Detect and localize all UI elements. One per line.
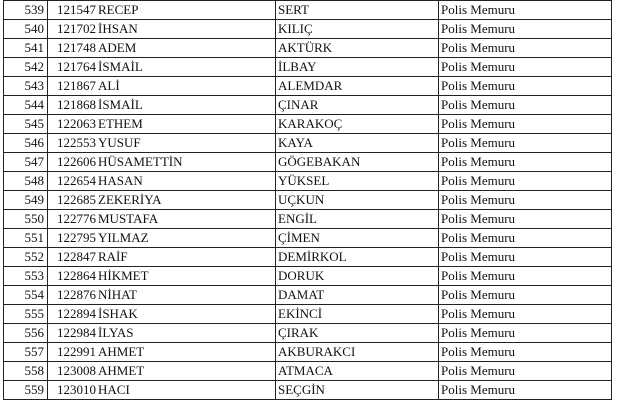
first-name-cell: İSHAK <box>97 305 276 324</box>
table-row <box>4 324 612 343</box>
table-row <box>4 286 612 305</box>
row-number-cell: 542 <box>4 58 48 77</box>
row-number-cell: 548 <box>4 172 48 191</box>
title-cell: Polis Memuru <box>439 172 612 191</box>
row-number-cell: 549 <box>4 191 48 210</box>
table-row <box>4 115 612 134</box>
registry-number-cell: 122864 <box>48 267 98 286</box>
last-name-cell: UÇKUN <box>276 191 439 210</box>
last-name-cell: KILIÇ <box>276 20 439 39</box>
table-row <box>4 248 612 267</box>
title-cell: Polis Memuru <box>439 20 612 39</box>
table-row <box>4 1 612 20</box>
last-name-cell: AKTÜRK <box>276 39 439 58</box>
last-name-cell: SERT <box>276 1 439 20</box>
personnel-table <box>3 0 612 400</box>
title-cell: Polis Memuru <box>439 153 612 172</box>
title-cell: Polis Memuru <box>439 305 612 324</box>
first-name-cell: ETHEM <box>97 115 276 134</box>
last-name-cell: ÇIRAK <box>276 324 439 343</box>
registry-number-cell: 121868 <box>48 96 98 115</box>
registry-number-cell: 123010 <box>48 381 98 400</box>
registry-number-cell: 121764 <box>48 58 98 77</box>
first-name-cell: AHMET <box>97 343 276 362</box>
title-cell: Polis Memuru <box>439 324 612 343</box>
first-name-cell: İHSAN <box>97 20 276 39</box>
registry-number-cell: 122654 <box>48 172 98 191</box>
row-number-cell: 547 <box>4 153 48 172</box>
table-row <box>4 229 612 248</box>
title-cell: Polis Memuru <box>439 58 612 77</box>
registry-number-cell: 122685 <box>48 191 98 210</box>
table-row <box>4 305 612 324</box>
registry-number-cell: 122776 <box>48 210 98 229</box>
first-name-cell: YILMAZ <box>97 229 276 248</box>
table-row <box>4 381 612 400</box>
registry-number-cell: 121547 <box>48 1 98 20</box>
row-number-cell: 554 <box>4 286 48 305</box>
first-name-cell: İSMAİL <box>97 58 276 77</box>
registry-number-cell: 122894 <box>48 305 98 324</box>
last-name-cell: YÜKSEL <box>276 172 439 191</box>
title-cell: Polis Memuru <box>439 248 612 267</box>
table-row <box>4 58 612 77</box>
row-number-cell: 543 <box>4 77 48 96</box>
row-number-cell: 540 <box>4 20 48 39</box>
first-name-cell: HÜSAMETTİN <box>97 153 276 172</box>
title-cell: Polis Memuru <box>439 210 612 229</box>
registry-number-cell: 121748 <box>48 39 98 58</box>
first-name-cell: HİKMET <box>97 267 276 286</box>
first-name-cell: AHMET <box>97 362 276 381</box>
first-name-cell: HASAN <box>97 172 276 191</box>
title-cell: Polis Memuru <box>439 229 612 248</box>
title-cell: Polis Memuru <box>439 381 612 400</box>
row-number-cell: 556 <box>4 324 48 343</box>
registry-number-cell: 122063 <box>48 115 98 134</box>
last-name-cell: KARAKOÇ <box>276 115 439 134</box>
registry-number-cell: 122984 <box>48 324 98 343</box>
last-name-cell: SEÇGİN <box>276 381 439 400</box>
registry-number-cell: 122795 <box>48 229 98 248</box>
row-number-cell: 557 <box>4 343 48 362</box>
table-row <box>4 20 612 39</box>
table-row <box>4 267 612 286</box>
last-name-cell: ENGİL <box>276 210 439 229</box>
registry-number-cell: 121867 <box>48 77 98 96</box>
table-row <box>4 172 612 191</box>
title-cell: Polis Memuru <box>439 267 612 286</box>
first-name-cell: ADEM <box>97 39 276 58</box>
title-cell: Polis Memuru <box>439 191 612 210</box>
table-row <box>4 96 612 115</box>
last-name-cell: ÇİMEN <box>276 229 439 248</box>
row-number-cell: 559 <box>4 381 48 400</box>
registry-number-cell: 123008 <box>48 362 98 381</box>
last-name-cell: KAYA <box>276 134 439 153</box>
last-name-cell: GÖGEBAKAN <box>276 153 439 172</box>
last-name-cell: ALEMDAR <box>276 77 439 96</box>
last-name-cell: AKBURAKCI <box>276 343 439 362</box>
table-row <box>4 153 612 172</box>
row-number-cell: 545 <box>4 115 48 134</box>
personnel-list <box>3 0 612 400</box>
first-name-cell: YUSUF <box>97 134 276 153</box>
last-name-cell: ÇINAR <box>276 96 439 115</box>
title-cell: Polis Memuru <box>439 343 612 362</box>
title-cell: Polis Memuru <box>439 39 612 58</box>
last-name-cell: DORUK <box>276 267 439 286</box>
last-name-cell: ATMACA <box>276 362 439 381</box>
registry-number-cell: 122991 <box>48 343 98 362</box>
row-number-cell: 539 <box>4 1 48 20</box>
row-number-cell: 544 <box>4 96 48 115</box>
row-number-cell: 550 <box>4 210 48 229</box>
title-cell: Polis Memuru <box>439 134 612 153</box>
table-row <box>4 343 612 362</box>
first-name-cell: ZEKERİYA <box>97 191 276 210</box>
last-name-cell: DEMİRKOL <box>276 248 439 267</box>
registry-number-cell: 122553 <box>48 134 98 153</box>
table-row <box>4 191 612 210</box>
first-name-cell: İLYAS <box>97 324 276 343</box>
first-name-cell: HACI <box>97 381 276 400</box>
first-name-cell: İSMAİL <box>97 96 276 115</box>
title-cell: Polis Memuru <box>439 77 612 96</box>
registry-number-cell: 122847 <box>48 248 98 267</box>
title-cell: Polis Memuru <box>439 1 612 20</box>
title-cell: Polis Memuru <box>439 362 612 381</box>
first-name-cell: ALİ <box>97 77 276 96</box>
personnel-table-body <box>4 1 612 400</box>
registry-number-cell: 121702 <box>48 20 98 39</box>
last-name-cell: DAMAT <box>276 286 439 305</box>
table-row <box>4 210 612 229</box>
first-name-cell: MUSTAFA <box>97 210 276 229</box>
first-name-cell: RECEP <box>97 1 276 20</box>
table-row <box>4 134 612 153</box>
table-row <box>4 39 612 58</box>
last-name-cell: EKİNCİ <box>276 305 439 324</box>
row-number-cell: 555 <box>4 305 48 324</box>
registry-number-cell: 122876 <box>48 286 98 305</box>
row-number-cell: 553 <box>4 267 48 286</box>
row-number-cell: 546 <box>4 134 48 153</box>
title-cell: Polis Memuru <box>439 286 612 305</box>
title-cell: Polis Memuru <box>439 115 612 134</box>
row-number-cell: 558 <box>4 362 48 381</box>
row-number-cell: 552 <box>4 248 48 267</box>
row-number-cell: 541 <box>4 39 48 58</box>
row-number-cell: 551 <box>4 229 48 248</box>
table-row <box>4 77 612 96</box>
first-name-cell: NİHAT <box>97 286 276 305</box>
title-cell: Polis Memuru <box>439 96 612 115</box>
table-row <box>4 362 612 381</box>
last-name-cell: İLBAY <box>276 58 439 77</box>
first-name-cell: RAİF <box>97 248 276 267</box>
registry-number-cell: 122606 <box>48 153 98 172</box>
